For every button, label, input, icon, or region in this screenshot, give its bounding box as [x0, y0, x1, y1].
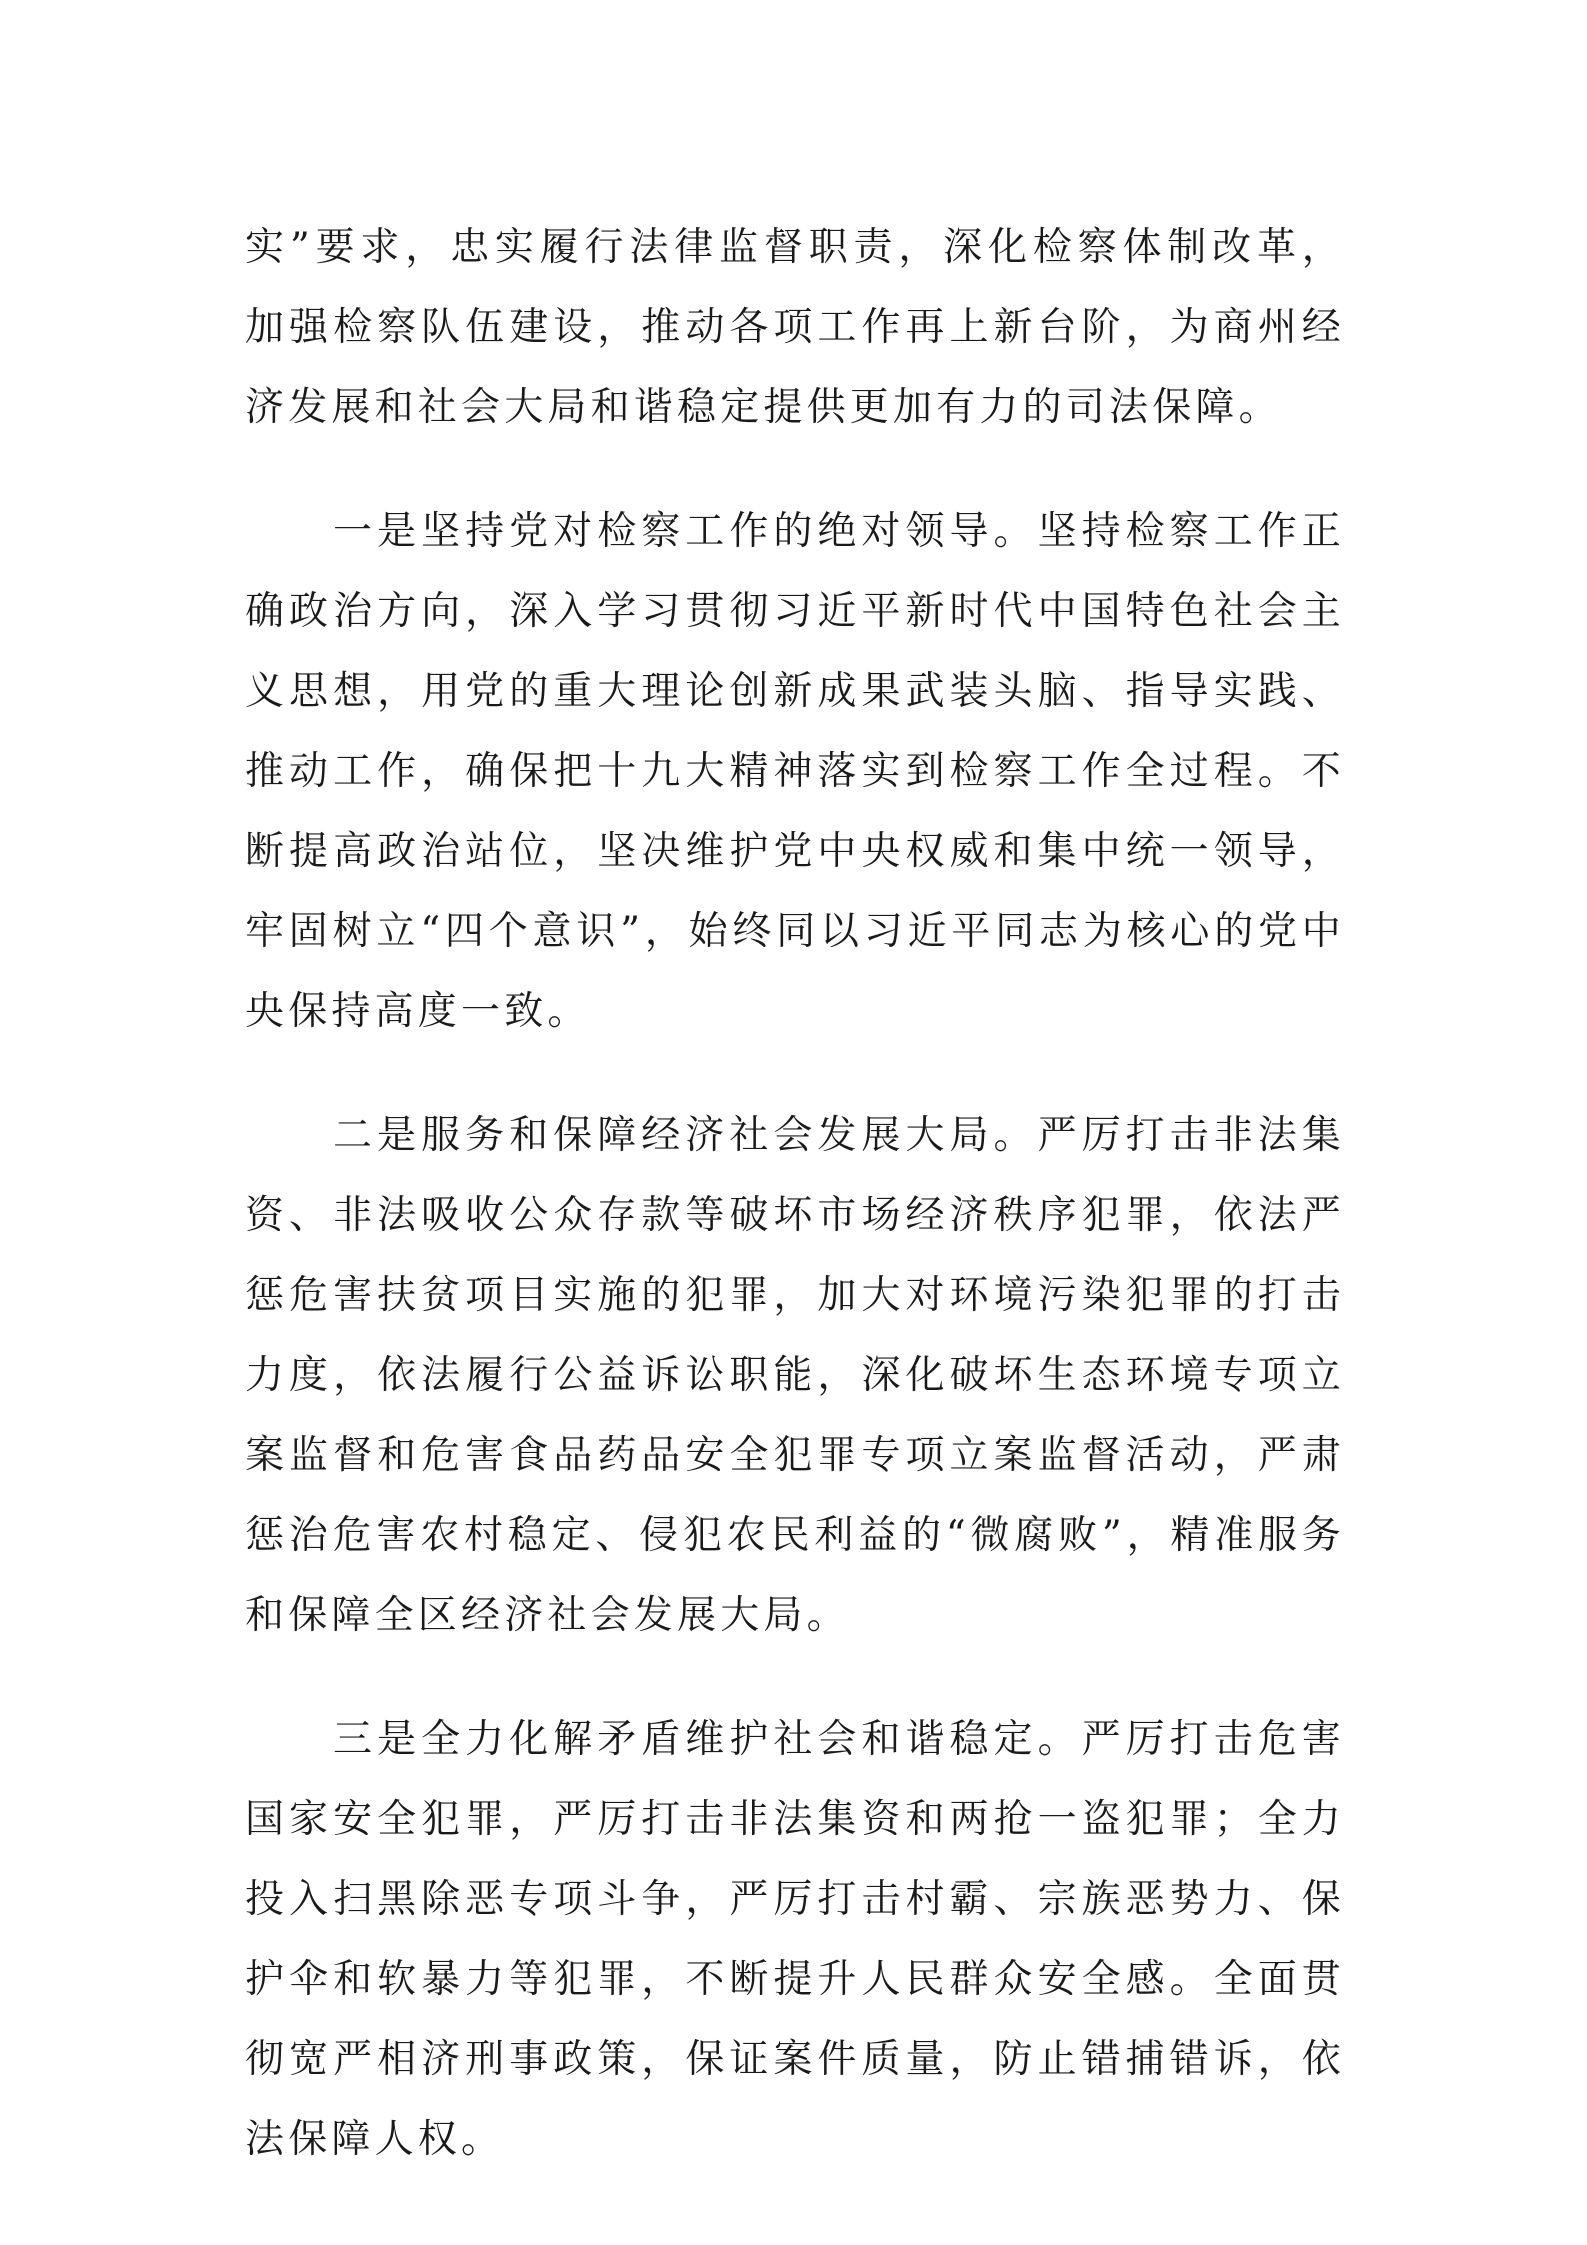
paragraph-point-three: 三是全力化解矛盾维护社会和谐稳定。严厉打击危害国家安全犯罪，严厉打击非法集资和两抢一盗犯罪；全力投入扫黑除恶专项斗争，严厉打击村霸、宗族恶势力、保护伞和软暴力等犯罪，不断提升人民群众安全感。全面贯彻宽严相济刑事政策，保证案件质量，防止错捕错诉，依法保障人权。: [245, 1717, 1345, 2162]
paragraph-point-one: 一是坚持党对检察工作的绝对领导。坚持检察工作正确政治方向，深入学习贯彻习近平新时代中国特色社会主义思想，用党的重大理论创新成果武装头脑、指导实践、推动工作，确保把十九大精神落实到检察工作全过程。不断提高政治站位，坚决维护党中央权威和集中统一领导，牢固树立“四个意识”，始终同以习近平同志为核心的党中央保持高度一致。: [245, 509, 1345, 1034]
paragraph-point-two: 二是服务和保障经济社会发展大局。严厉打击非法集资、非法吸收公众存款等破坏市场经济秩序犯罪，依法严惩危害扶贫项目实施的犯罪，加大对环境污染犯罪的打击力度，依法履行公益诉讼职能，深化破坏生态环境专项立案监督和危害食品药品安全犯罪专项立案监督活动，严肃惩治危害农村稳定、侵犯农民利益的“微腐败”，精准服务和保障全区经济社会发展大局。: [245, 1113, 1345, 1638]
paragraph-continuation: 实”要求，忠实履行法律监督职责，深化检察体制改革，加强检察队伍建设，推动各项工作再上新台阶，为商州经济发展和社会大局和谐稳定提供更加有力的司法保障。: [245, 225, 1345, 430]
document-body: [245, 208, 1345, 2224]
